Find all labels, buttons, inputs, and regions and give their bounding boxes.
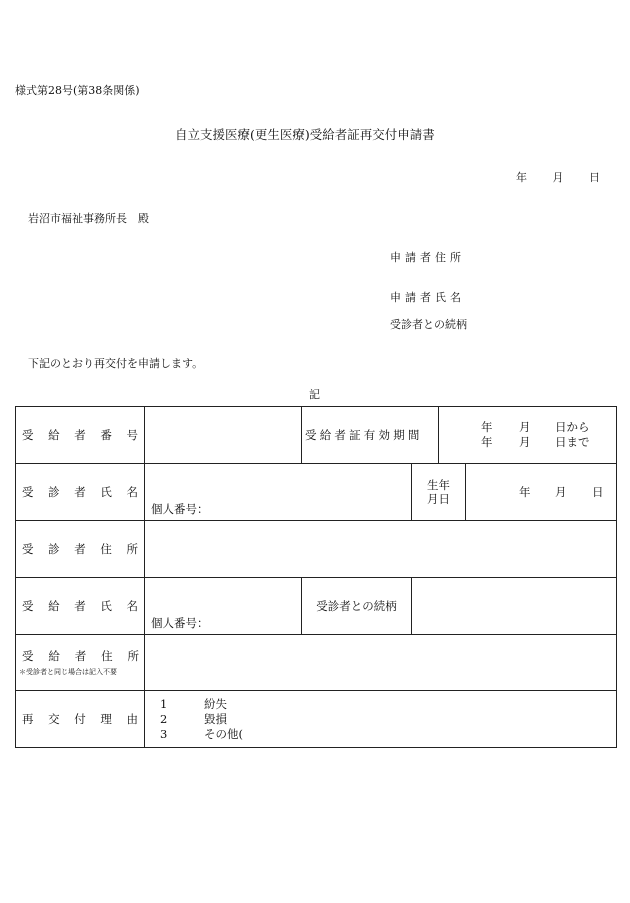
recipient-name-field[interactable]	[145, 578, 302, 635]
period-from-year: 年	[481, 420, 493, 434]
row-reissue-reason	[16, 691, 617, 748]
label-recipient-number-cell	[16, 407, 145, 464]
reissue-reason-field[interactable]	[145, 691, 617, 748]
date-year: 年	[516, 171, 527, 184]
row-recipient-number	[16, 407, 617, 464]
reason-text: その他(	[204, 726, 243, 741]
birth-date-field[interactable]	[466, 464, 617, 521]
recipient-number-field[interactable]	[145, 407, 302, 464]
label-validity-period: 受給者証有効期間	[305, 428, 423, 442]
reason-number: 3	[160, 726, 168, 741]
relation-label-cell	[302, 578, 412, 635]
date-day: 日	[589, 171, 600, 184]
label-patient-name-cell	[16, 464, 145, 521]
label-recipient-address: 受 給 者 住 所	[22, 649, 139, 663]
row-patient-address	[16, 521, 617, 578]
label-recipient-name: 受 給 者 氏 名	[22, 599, 138, 613]
label-recipient-address-cell	[16, 635, 145, 691]
label-recipient-number: 受 給 者 番 号	[22, 428, 138, 442]
row-recipient-address	[16, 635, 617, 691]
reason-item[interactable]	[160, 727, 616, 742]
form-number: 様式第28号(第38条関係)	[15, 84, 140, 97]
addressee: 岩沼市福祉事務所長 殿	[28, 212, 149, 225]
reason-number: 1	[160, 696, 168, 711]
intro-text: 下記のとおり再交付を申請します。	[28, 357, 204, 370]
period-to-month: 月	[519, 435, 531, 449]
patient-personal-number-label: 個人番号：	[151, 502, 209, 516]
row-patient-name	[16, 464, 617, 521]
label-recipient-name-cell	[16, 578, 145, 635]
date-line	[516, 169, 600, 185]
label-reissue-reason-cell	[16, 691, 145, 748]
period-to-tail: 日まで	[555, 435, 590, 449]
label-patient-name: 受 診 者 氏 名	[22, 485, 138, 499]
row-recipient-name	[16, 578, 617, 635]
reason-item[interactable]	[160, 712, 616, 727]
birth-label-cell	[412, 464, 466, 521]
recipient-address-note: ＊受診者と同じ場合は記入不要	[19, 668, 117, 676]
applicant-relation-label: 受診者との続柄	[390, 318, 467, 331]
applicant-address-label: 申請者住所	[390, 251, 465, 264]
applicant-name-label: 申請者氏名	[390, 291, 465, 304]
recipient-address-field[interactable]	[145, 635, 617, 691]
form-title: 自立支援医療(更生医療)受給者証再交付申請書	[175, 127, 435, 142]
birth-month: 月	[555, 485, 567, 499]
reason-number: 2	[160, 711, 168, 726]
label-birth-date: 生年月日	[427, 478, 450, 506]
validity-period-label-cell	[302, 407, 439, 464]
reason-text: 紛失	[204, 696, 227, 711]
period-to-year: 年	[481, 435, 493, 449]
ki-heading: 記	[309, 388, 320, 401]
patient-address-field[interactable]	[145, 521, 617, 578]
label-relation: 受診者との続柄	[316, 599, 397, 613]
relation-field[interactable]	[412, 578, 617, 635]
recipient-personal-number-label: 個人番号：	[151, 616, 209, 630]
label-reissue-reason: 再 交 付 理 由	[22, 712, 138, 726]
reason-item[interactable]	[160, 697, 616, 712]
label-patient-address: 受 診 者 住 所	[22, 542, 138, 556]
validity-period-field[interactable]	[439, 407, 617, 464]
application-table	[15, 406, 617, 748]
label-patient-address-cell	[16, 521, 145, 578]
period-from-month: 月	[519, 420, 531, 434]
date-month: 月	[552, 171, 564, 184]
birth-day: 日	[592, 485, 604, 499]
reason-text: 毀損	[204, 711, 227, 726]
period-from-tail: 日から	[555, 420, 590, 434]
birth-year: 年	[519, 485, 531, 499]
patient-name-field[interactable]	[145, 464, 412, 521]
